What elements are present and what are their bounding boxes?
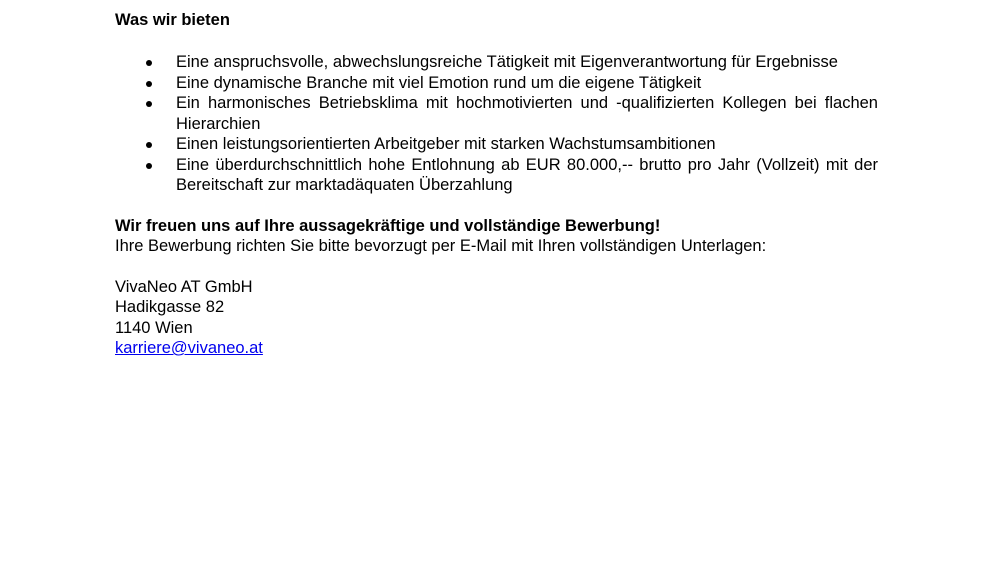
street-address: Hadikgasse 82 <box>115 298 225 316</box>
contact-address <box>115 277 878 359</box>
document-page <box>115 10 878 359</box>
benefit-list-item <box>115 155 878 196</box>
closing-heading: Wir freuen uns auf Ihre aussagekräftige und vollständige Bewerbung! <box>115 216 661 235</box>
benefit-text: Eine anspruchsvolle, abwechslungsreiche Tätigkeit mit Eigenverantwortung für Ergebnisse <box>176 53 838 71</box>
application-instruction: Ihre Bewerbung richten Sie bitte bevorzugt per E-Mail mit Ihren vollständigen Unterlagen: <box>115 237 767 255</box>
benefits-list <box>115 52 878 196</box>
benefit-text: Ein harmonisches Betriebsklima mit hochmotivierten und -qualifizierten Kollegen bei flachen Hierarchien <box>176 94 878 133</box>
benefit-text: Eine überdurchschnittlich hohe Entlohnung ab EUR 80.000,-- brutto pro Jahr (Vollzeit) mit der Bereitschaft zur marktadäquaten Überzahlung <box>176 155 878 194</box>
email-link[interactable]: karriere@vivaneo.at <box>115 339 263 357</box>
city-line: 1140 Wien <box>115 318 193 337</box>
benefit-list-item <box>115 73 878 94</box>
benefit-list-item <box>115 52 878 73</box>
company-name: VivaNeo AT GmbH <box>115 277 253 296</box>
section-heading: Was wir bieten <box>115 11 230 29</box>
benefit-list-item <box>115 134 878 155</box>
benefit-text: Einen leistungsorientierten Arbeitgeber mit starken Wachstumsambitionen <box>176 135 716 153</box>
benefit-text: Eine dynamische Branche mit viel Emotion rund um die eigene Tätigkeit <box>176 73 702 92</box>
benefit-list-item <box>115 93 878 134</box>
closing-section <box>115 216 878 257</box>
